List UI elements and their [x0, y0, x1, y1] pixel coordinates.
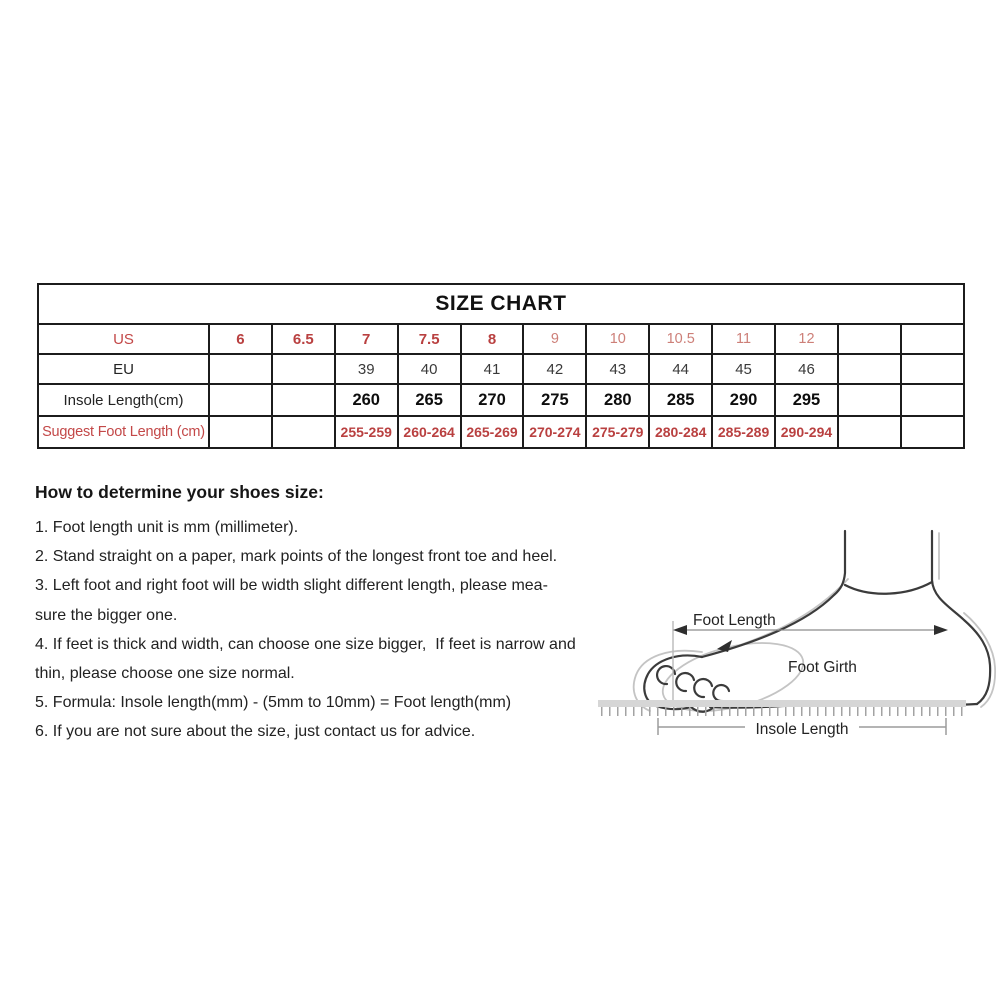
toe-curl-4 — [713, 685, 729, 701]
row-label-insole-length: Insole Length(cm) — [38, 384, 209, 416]
size-cell: 46 — [775, 354, 838, 384]
size-cell: 9 — [523, 324, 586, 354]
table-row-suggest-foot-length — [38, 416, 964, 448]
size-cell: 7.5 — [398, 324, 461, 354]
instruction-line-5: 5. Formula: Insole length(mm) - (5mm to 10mm) = Foot length(mm) — [35, 694, 512, 712]
arrowhead-right-icon — [934, 625, 948, 635]
size-cell: 11 — [712, 324, 775, 354]
size-cell: 12 — [775, 324, 838, 354]
size-cell: 280-284 — [649, 416, 712, 448]
table-row-insole-length — [38, 384, 964, 416]
size-cell: 265-269 — [461, 416, 524, 448]
instruction-line-1: 1. Foot length unit is mm (millimeter). — [35, 519, 299, 536]
right-leg-heel-line — [932, 531, 990, 704]
size-cell: 260 — [335, 384, 398, 416]
instruction-line-2: 2. Stand straight on a paper, mark points of the longest front toe and heel. — [35, 548, 558, 566]
size-cell — [901, 324, 964, 354]
size-cell: 295 — [775, 384, 838, 416]
size-cell: 290-294 — [775, 416, 838, 448]
table-row-us — [38, 324, 964, 354]
size-cell — [901, 416, 964, 448]
table-title: SIZE CHART — [38, 284, 964, 324]
size-cell — [838, 384, 901, 416]
size-cell — [272, 384, 335, 416]
size-cell: 6.5 — [272, 324, 335, 354]
size-cell: 6 — [209, 324, 272, 354]
ruler-band — [598, 700, 966, 707]
size-cell: 280 — [586, 384, 649, 416]
how-to-heading: How to determine your shoes size: — [35, 482, 324, 502]
size-cell: 255-259 — [335, 416, 398, 448]
size-cell — [272, 354, 335, 384]
size-cell: 270-274 — [523, 416, 586, 448]
ankle-line — [845, 582, 932, 594]
size-cell: 290 — [712, 384, 775, 416]
size-cell — [838, 416, 901, 448]
size-cell: 260-264 — [398, 416, 461, 448]
size-cell: 44 — [649, 354, 712, 384]
size-cell: 10.5 — [649, 324, 712, 354]
row-label-us: US — [38, 324, 209, 354]
size-cell — [838, 354, 901, 384]
size-cell: 42 — [523, 354, 586, 384]
instruction-line-4: 4. If feet is thick and width, can choose one size bigger, If feet is narrow and — [35, 635, 576, 653]
foot-length-arrow — [673, 625, 948, 652]
foot-measurement-diagram — [598, 525, 1000, 770]
arrowhead-left-icon — [673, 625, 687, 635]
size-cell: 39 — [335, 354, 398, 384]
size-cell — [901, 354, 964, 384]
how-to-section — [35, 482, 645, 747]
size-cell: 275-279 — [586, 416, 649, 448]
size-cell: 41 — [461, 354, 524, 384]
size-cell: 285 — [649, 384, 712, 416]
size-cell: 10 — [586, 324, 649, 354]
size-cell: 7 — [335, 324, 398, 354]
row-label-suggest-foot-length: Suggest Foot Length (cm) — [38, 416, 209, 448]
size-cell: 270 — [461, 384, 524, 416]
row-label-eu: EU — [38, 354, 209, 384]
size-cell — [209, 354, 272, 384]
instruction-line-3-cont: sure the bigger one. — [35, 606, 178, 624]
size-cell: 8 — [461, 324, 524, 354]
foot-girth-label: Foot Girth — [788, 659, 857, 676]
size-cell — [901, 384, 964, 416]
size-cell: 285-289 — [712, 416, 775, 448]
toe-curl-2 — [676, 673, 694, 691]
size-cell — [838, 324, 901, 354]
insole-length-label: Insole Length — [755, 721, 849, 738]
size-cell — [209, 416, 272, 448]
size-cell: 40 — [398, 354, 461, 384]
size-cell: 45 — [712, 354, 775, 384]
left-leg-instep-line — [702, 531, 845, 657]
size-cell: 43 — [586, 354, 649, 384]
toe-curl-3 — [694, 679, 712, 697]
size-cell: 275 — [523, 384, 586, 416]
instruction-line-4-cont: thin, please choose one size normal. — [35, 665, 295, 683]
size-cell: 265 — [398, 384, 461, 416]
size-cell — [272, 416, 335, 448]
size-chart-table — [37, 283, 965, 449]
size-cell — [209, 384, 272, 416]
table-row-eu — [38, 354, 964, 384]
foot-length-label: Foot Length — [693, 612, 776, 629]
instruction-line-6: 6. If you are not sure about the size, just contact us for advice. — [35, 723, 476, 741]
table-title-row — [38, 284, 964, 324]
instruction-line-3: 3. Left foot and right foot will be width slight different length, please mea- — [35, 577, 548, 595]
